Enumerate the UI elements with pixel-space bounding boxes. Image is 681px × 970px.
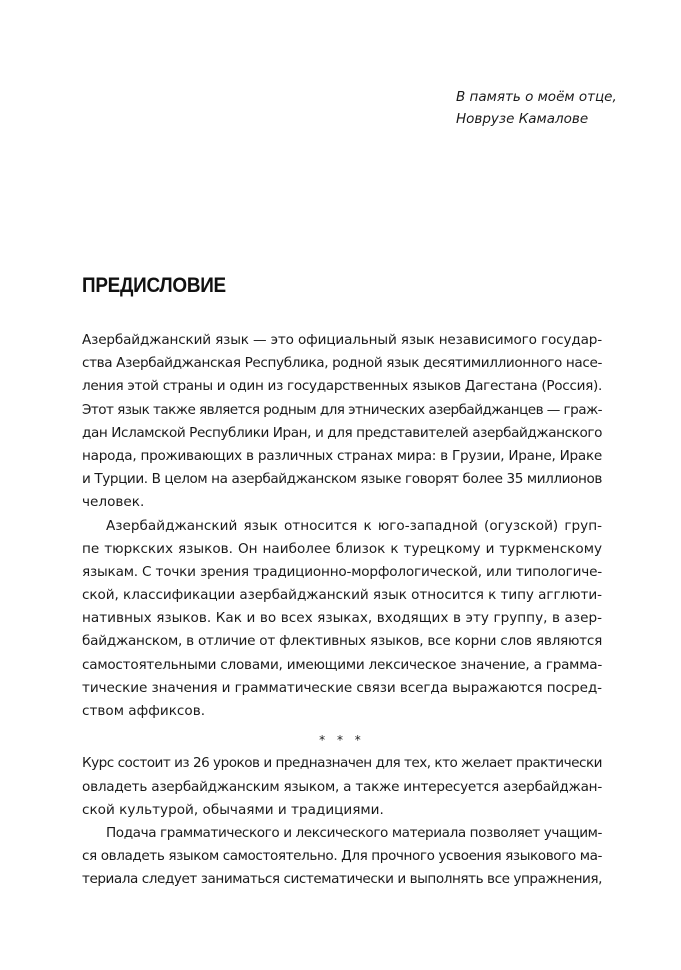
text-line: языкам. С точки зрения традиционно-морфологической, или типологиче- [82,563,602,580]
text-line: ления этой страны и один из государственных языков Дагестана (Россия). [82,378,602,395]
text-line: народа, проживающих в различных странах мира: в Грузии, Иране, Ираке [82,447,602,464]
body-text [82,329,602,892]
text-line: дан Исламской Республики Иран, и для представителей азербайджанского [82,424,602,441]
text-line: ства Азербайджанская Республика, родной язык десятимиллионного насе- [82,355,602,372]
paragraph-2 [82,515,602,724]
paragraph-1 [82,329,602,515]
text-line: байджанском, в отличие от флективных языков, все корни слов являются [82,633,602,650]
text-line: Подача грамматического и лексического материала позволяет учащим- [106,824,602,841]
text-line: Курс состоит из 26 уроков и предназначен для тех, кто желает практически [82,755,602,772]
text-line: и Турции. В целом на азербайджанском языке говорят более 35 миллионов [82,471,602,488]
section-separator: * * * [319,733,365,748]
text-line: Этот язык также является родным для этнических азербайджанцев — граж- [82,401,602,418]
text-line: ской культурой, обычаями и традициями. [82,801,384,818]
dedication-line-2: Новрузе Камалове [456,111,589,127]
text-line: самостоятельными словами, имеющими лексическое значение, а граммa- [82,656,602,673]
text-line: териала следует заниматься систематически и выполнять все упражнения, [82,871,602,888]
text-line: ской, классификации азербайджанский язык относится к типу агглюти- [82,587,602,604]
text-line: Азербайджанский язык — это официальный язык независимого государ- [82,332,602,348]
dedication-line-1: В память о моём отце, [456,89,617,105]
text-line: человек. [82,494,145,511]
paragraph-3 [82,752,602,822]
text-line: ством аффиксов. [82,703,206,719]
text-line: овладеть азербайджанским языком, а также интересуется азербайджан- [82,778,602,795]
paragraph-4 [82,822,602,892]
text-line: тические значения и грамматические связи всегда выражаются посред- [82,679,602,696]
dedication [456,86,656,130]
text-line: пе тюркских языков. Он наиболее близок к турецкому и туркменскому [82,540,602,557]
page-heading: ПРЕДИСЛОВИЕ [82,274,226,297]
text-line: нативных языков. Как и во всех языках, входящих в эту группу, в азер- [82,610,602,627]
text-line: Азербайджанский язык относится к юго-западной (огузской) груп- [106,517,602,534]
text-line: ся овладеть языком самостоятельно. Для прочного усвоения языкового ма- [82,848,602,865]
